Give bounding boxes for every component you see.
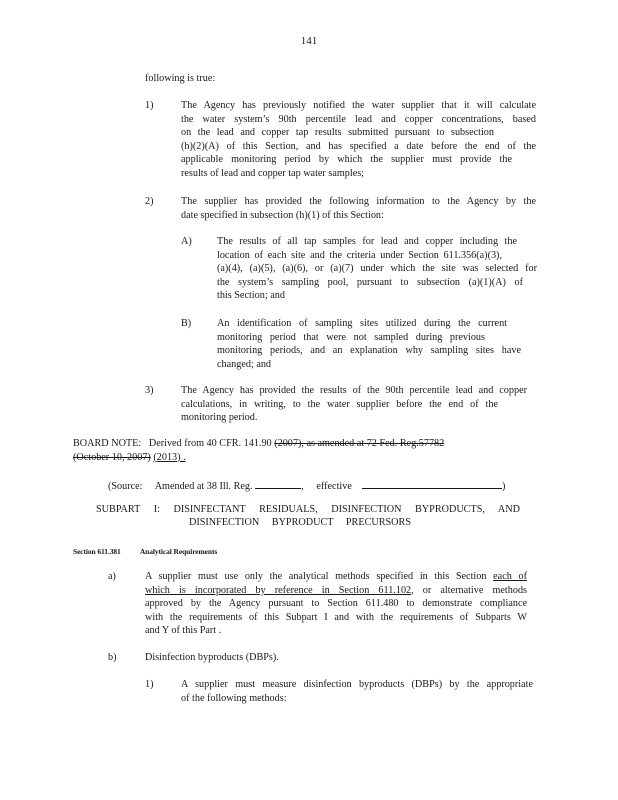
subpart-heading-line-1: SUBPART I: DISINFECTANT RESIDUALS, DISINFECTION BYPRODUCTS, AND bbox=[96, 504, 520, 515]
board-note-struck-text: (October 10, 2007) bbox=[73, 451, 151, 463]
para-b-text: Disinfection byproducts (DBPs). bbox=[145, 652, 279, 663]
subitem-a-number: A) bbox=[181, 236, 192, 247]
board-note-inserted-text: (2013) . bbox=[153, 451, 186, 463]
item-3-text bbox=[181, 384, 536, 425]
source-effective: effective bbox=[316, 481, 352, 492]
item-2-text bbox=[181, 195, 536, 222]
board-note-label: BOARD NOTE: bbox=[73, 438, 142, 449]
effective-date-blank bbox=[362, 478, 502, 489]
subitem-a-text bbox=[217, 235, 537, 303]
text-line: of the following methods: bbox=[181, 692, 287, 704]
subitem-b-text bbox=[217, 317, 537, 371]
board-note bbox=[73, 437, 513, 464]
subpart-heading bbox=[96, 503, 520, 517]
item-3-number: 3) bbox=[145, 385, 154, 396]
item-1-text bbox=[181, 99, 536, 181]
para-a-line: , or alternative methods bbox=[411, 584, 528, 596]
para-b1-number: 1) bbox=[145, 679, 154, 690]
text-line: A supplier must measure disinfection byproducts (DBPs) by the appropriate bbox=[181, 679, 533, 690]
text-line: this Section; and bbox=[217, 290, 285, 302]
para-b-number: b) bbox=[108, 652, 117, 663]
text-line: on the lead and copper tap results submitted pursuant to subsection bbox=[181, 127, 494, 139]
text-line: results of lead and copper tap water samples; bbox=[181, 167, 365, 179]
text-line: the system’s sampling pool, pursuant to subsection (a)(1)(A) of bbox=[217, 276, 523, 288]
board-note-text: Derived from 40 CFR. 141.90 bbox=[148, 438, 272, 449]
text-line: monitoring period that were not sampled during previous bbox=[217, 331, 485, 343]
para-a-line: and Y of this Part . bbox=[145, 625, 222, 637]
text-line: An identification of sampling sites utilized during the current bbox=[217, 318, 507, 329]
item-1-number: 1) bbox=[145, 100, 154, 111]
para-a-text bbox=[145, 570, 527, 638]
text-line: changed; and bbox=[217, 358, 272, 370]
para-a-number: a) bbox=[108, 571, 116, 582]
reg-blank bbox=[255, 478, 301, 489]
para-a-line: A supplier must use only the analytical methods specified in this Section bbox=[145, 571, 487, 582]
page-number: 141 bbox=[300, 35, 318, 47]
subitem-b-number: B) bbox=[181, 318, 192, 329]
para-b1-text bbox=[181, 678, 533, 705]
para-a-line: approved by the Agency pursuant to Section 611.480 to demonstrate compliance bbox=[145, 598, 527, 610]
text-line: The Agency has previously notified the water supplier that it will calculate bbox=[181, 100, 536, 111]
text-line: The results of all tap samples for lead and copper including the bbox=[217, 236, 517, 247]
text-line: location of each site and the criteria under Section 611.356(a)(3), bbox=[217, 249, 502, 261]
subpart-heading-line-2: DISINFECTION BYPRODUCT PRECURSORS bbox=[189, 517, 411, 528]
subpart-heading-2 bbox=[189, 516, 411, 530]
section-title: Analytical Requirements bbox=[139, 547, 218, 556]
text-line: (h)(2)(A) of this Section, and has specified a date before the end of the bbox=[181, 140, 536, 152]
section-heading bbox=[73, 545, 217, 559]
text-line: date specified in subsection (h)(1) of this Section: bbox=[181, 209, 384, 221]
para-a-inserted-text: which is incorporated by reference in Section 611.102 bbox=[145, 584, 412, 596]
source-suffix: ) bbox=[502, 481, 506, 492]
item-2-number: 2) bbox=[145, 196, 154, 207]
source-prefix: (Source: bbox=[108, 481, 143, 492]
source-line: (Source: Amended at 38 Ill. Reg. , effective ) bbox=[108, 478, 505, 494]
text-line: monitoring periods, and an explanation why sampling sites have bbox=[217, 345, 521, 357]
text-line: monitoring period. bbox=[181, 412, 258, 424]
para-a-inserted-text: each of bbox=[493, 571, 528, 582]
board-note-struck-text: (2007), as amended at 72 Fed. Reg.57782 bbox=[274, 438, 445, 449]
text-line: The Agency has provided the results of the 90th percentile lead and copper bbox=[181, 385, 527, 396]
para-a-line: with the requirements of this Subpart I and with the requirements of Subparts W bbox=[145, 611, 527, 623]
source-amended: Amended at 38 Ill. Reg. bbox=[154, 481, 253, 492]
section-number: Section 611.381 bbox=[73, 547, 121, 556]
text-line: applicable monitoring period by which the supplier must provide the bbox=[181, 154, 512, 166]
intro-text: following is true: bbox=[145, 73, 216, 84]
text-line: The supplier has provided the following information to the Agency by the bbox=[181, 196, 536, 207]
text-line: calculations, in writing, to the water supplier before the end of the bbox=[181, 398, 498, 410]
text-line: (a)(4), (a)(5), (a)(6), or (a)(7) under which the site was selected for bbox=[217, 263, 537, 275]
text-line: the water system’s 90th percentile lead and copper concentrations, based bbox=[181, 113, 536, 125]
